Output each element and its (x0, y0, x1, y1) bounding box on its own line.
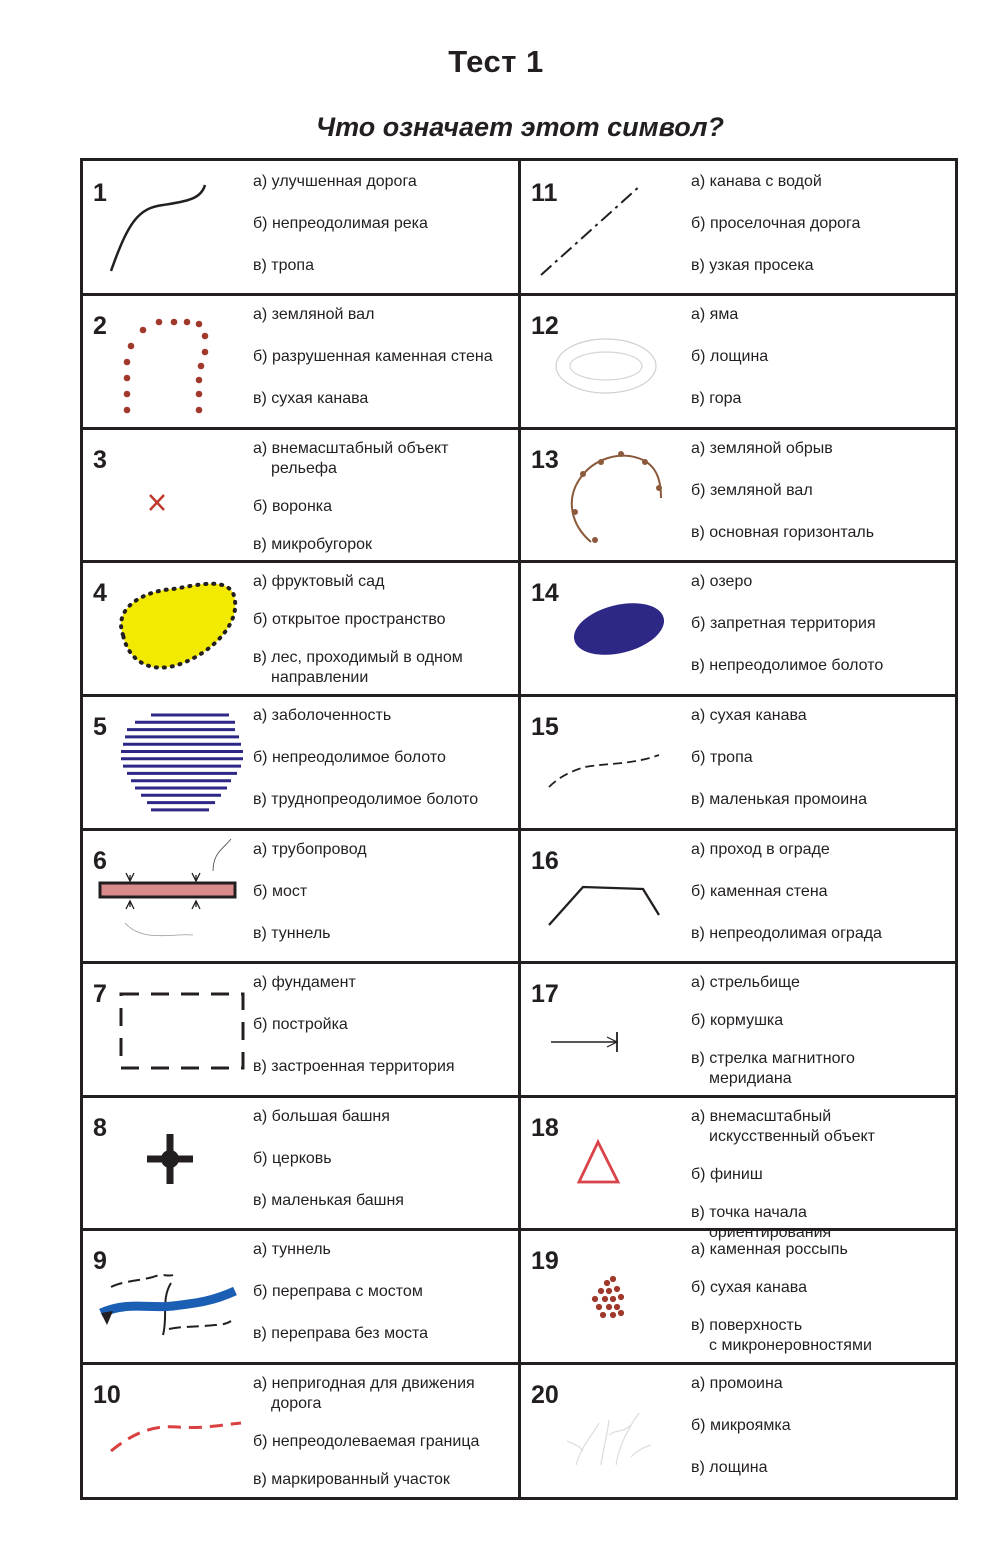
answer-option[interactable]: б) каменная стена (691, 882, 828, 900)
answer-option[interactable]: б) непреодолимая река (253, 214, 428, 232)
answer-option[interactable]: в) непреодолимая ограда (691, 924, 882, 942)
question-number: 1 (93, 178, 107, 207)
question-number: 4 (93, 579, 107, 608)
question-cell-2 (83, 296, 518, 427)
answer-option[interactable]: в) тропа (253, 256, 314, 274)
question-cell-17 (521, 964, 955, 1095)
question-cell-9 (83, 1231, 518, 1362)
answer-option[interactable]: в) маркированный участок (253, 1470, 450, 1488)
question-number: 8 (93, 1113, 107, 1142)
answer-option[interactable]: в) лощина (691, 1458, 768, 1476)
answer-option[interactable]: а) канава с водой (691, 172, 822, 190)
answer-option[interactable]: с микронеровностями (709, 1337, 872, 1355)
answer-option[interactable]: б) переправа с мостом (253, 1283, 423, 1301)
question-cell-6 (83, 831, 518, 962)
answer-option[interactable]: б) непреодолеваемая граница (253, 1432, 480, 1450)
question-number: 6 (93, 846, 107, 875)
answer-option[interactable]: б) запретная территория (691, 615, 876, 633)
page-title: Тест 1 (448, 44, 544, 79)
question-number: 7 (93, 980, 107, 1009)
symbols-table (80, 158, 958, 1500)
question-cell-10 (83, 1365, 518, 1496)
answer-option[interactable]: а) непригодная для движения (253, 1374, 475, 1392)
answer-option[interactable]: ориентирования (709, 1223, 832, 1241)
answer-option[interactable]: а) фундамент (253, 974, 356, 992)
question-number: 16 (531, 846, 559, 875)
answer-option[interactable]: в) непреодолимое болото (691, 657, 884, 675)
answer-option[interactable]: а) проход в ограде (691, 840, 830, 858)
answer-option[interactable]: направлении (271, 669, 369, 687)
question-number: 20 (531, 1380, 559, 1409)
answer-option[interactable]: б) земляной вал (691, 481, 813, 499)
question-cell-18 (521, 1098, 955, 1241)
answer-option[interactable]: в) туннель (253, 924, 331, 942)
answer-option[interactable]: б) кормушка (691, 1012, 784, 1030)
answer-option[interactable]: а) туннель (253, 1241, 331, 1259)
question-cell-15 (521, 697, 955, 828)
question-number: 2 (93, 312, 107, 341)
answer-option[interactable]: б) лощина (691, 348, 769, 366)
question-cell-7 (83, 964, 518, 1095)
answer-option[interactable]: в) труднопреодолимое болото (253, 790, 479, 808)
answer-option[interactable]: б) разрушенная каменная стена (253, 348, 493, 366)
question-cell-4 (83, 563, 518, 694)
answer-option[interactable]: б) церковь (253, 1149, 332, 1167)
answer-option[interactable]: а) промоина (691, 1374, 783, 1392)
answer-option[interactable]: а) яма (691, 306, 739, 324)
question-cell-8 (83, 1098, 518, 1229)
answer-option[interactable]: меридиана (709, 1070, 792, 1088)
answer-option[interactable]: дорога (271, 1394, 322, 1412)
answer-option[interactable]: а) внемасштабный объект (253, 439, 449, 457)
answer-option[interactable]: а) фруктовый сад (253, 573, 385, 591)
answer-option[interactable]: а) земляной обрыв (691, 439, 833, 457)
answer-option[interactable]: в) гора (691, 390, 742, 408)
question-number: 5 (93, 712, 107, 741)
answer-option[interactable]: в) стрелка магнитного (691, 1050, 855, 1068)
question-number: 15 (531, 712, 559, 741)
question-number: 11 (531, 178, 558, 207)
answer-option[interactable]: а) земляной вал (253, 306, 375, 324)
question-number: 9 (93, 1247, 107, 1276)
answer-option[interactable]: а) озеро (691, 573, 753, 591)
answer-option[interactable]: рельефа (271, 459, 337, 477)
question-number: 19 (531, 1247, 559, 1276)
question-number: 18 (531, 1113, 559, 1142)
question-cell-5 (83, 697, 518, 828)
answer-option[interactable]: в) маленькая промоина (691, 790, 867, 808)
answer-option[interactable]: в) основная горизонталь (691, 523, 875, 541)
answer-option[interactable]: б) непреодолимое болото (253, 748, 446, 766)
question-cell-14 (521, 563, 955, 694)
answer-option[interactable]: б) воронка (253, 497, 333, 515)
answer-option[interactable]: а) каменная россыпь (691, 1241, 848, 1259)
question-cell-1 (83, 163, 518, 294)
question-number: 17 (531, 980, 559, 1009)
answer-option[interactable]: б) сухая канава (691, 1279, 807, 1297)
answer-option[interactable]: б) проселочная дорога (691, 214, 861, 232)
question-number: 12 (531, 312, 559, 341)
answer-option[interactable]: в) маленькая башня (253, 1191, 404, 1209)
page-subtitle: Что означает этот символ? (315, 112, 725, 142)
answer-option[interactable]: б) постройка (253, 1016, 348, 1034)
answer-option[interactable]: в) узкая просека (691, 256, 814, 274)
answer-option[interactable]: а) заболоченность (253, 706, 392, 724)
answer-option[interactable]: в) точка начала (691, 1203, 807, 1221)
question-number: 10 (93, 1380, 121, 1409)
answer-option[interactable]: в) поверхность (691, 1317, 803, 1335)
question-cell-20 (521, 1365, 955, 1496)
answer-option[interactable]: в) застроенная территория (253, 1058, 455, 1076)
answer-option[interactable]: а) улучшенная дорога (253, 172, 417, 190)
question-cell-3 (83, 430, 518, 561)
answer-option[interactable]: а) внемасштабный (691, 1107, 832, 1125)
answer-option[interactable]: в) переправа без моста (253, 1325, 429, 1343)
answer-option[interactable]: а) сухая канава (691, 706, 807, 724)
answer-option[interactable]: б) тропа (691, 748, 753, 766)
question-number: 13 (531, 445, 559, 474)
answer-option[interactable]: в) сухая канава (253, 390, 369, 408)
answer-option[interactable]: а) трубопровод (253, 840, 367, 858)
question-number: 3 (93, 445, 107, 474)
question-cell-11 (521, 163, 955, 294)
answer-option[interactable]: б) микроямка (691, 1416, 791, 1434)
answer-option[interactable]: б) открытое пространство (253, 611, 446, 629)
question-cell-13 (521, 430, 955, 561)
question-cell-19 (521, 1231, 955, 1362)
answer-option[interactable]: а) стрельбище (691, 974, 800, 992)
answer-option[interactable]: в) микробугорок (253, 535, 372, 553)
answer-option[interactable]: искусственный объект (709, 1127, 875, 1145)
answer-option[interactable]: а) большая башня (253, 1107, 390, 1125)
question-cell-12 (521, 296, 955, 427)
question-number: 14 (531, 579, 559, 608)
answer-option[interactable]: в) лес, проходимый в одном (253, 649, 463, 667)
question-cell-16 (521, 831, 955, 962)
answer-option[interactable]: б) мост (253, 882, 308, 900)
answer-option[interactable]: б) финиш (691, 1165, 763, 1183)
